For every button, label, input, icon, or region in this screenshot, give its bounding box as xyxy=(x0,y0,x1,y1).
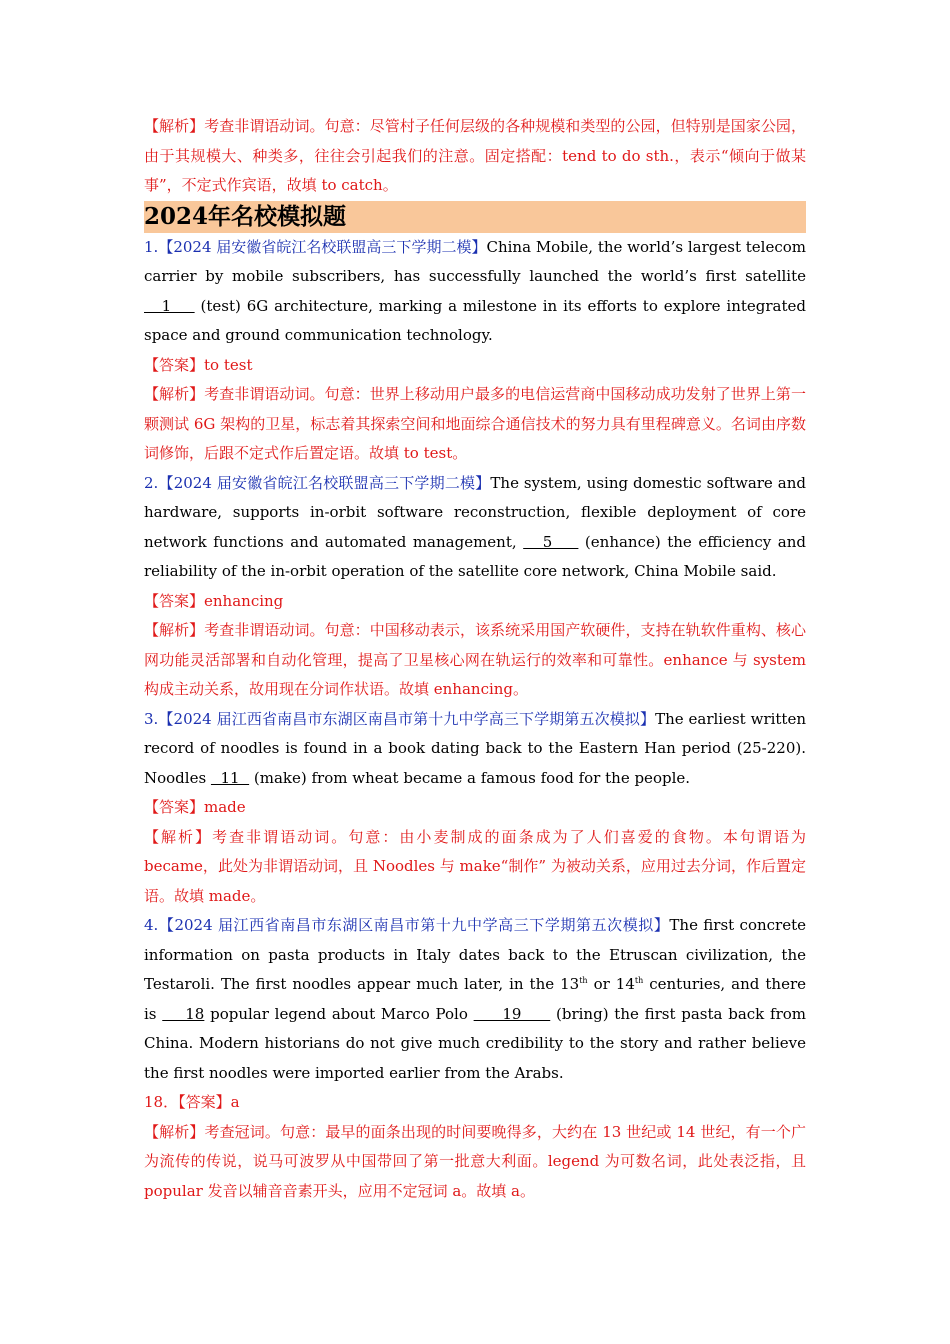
analysis-text: 考查非谓语动词。句意：尽管村子任何层级的各种规模和类型的公园，但特别是国家公园，由于其规模大、种类多，往往会引起我们的注意。固定搭配：tend to do sth.，表示“倾向于做某事”，不定式作宾语，故填 to catch。 xyxy=(144,117,806,194)
answer-blank: 18 xyxy=(162,1004,205,1023)
answer-tag: 【答案】 xyxy=(178,1093,231,1111)
question-text: The first concrete information on pasta products in Italy dates back to the Etruscan civilization, the Testaroli. The first noodles appear much later, in the 13 xyxy=(144,916,806,993)
question-number: 2. xyxy=(144,473,159,492)
answer-1 xyxy=(144,351,806,381)
question-source: 【2024 届江西省南昌市东湖区南昌市第十九中学高三下学期第五次模拟】 xyxy=(158,916,670,934)
question-source: 【2024 届安徽省皖江名校联盟高三下学期二模】 xyxy=(158,473,491,492)
question-number: 1. xyxy=(144,237,159,256)
answer-tag: 【答案】 xyxy=(144,591,205,610)
analysis-4 xyxy=(144,1118,806,1207)
question-text: The earliest written record of noodles is found in a book dating back to the Eastern Han period (25-220). Noodles xyxy=(144,709,806,787)
answer-value: to test xyxy=(204,355,253,374)
question-text: China Mobile, the world’s largest telecom carrier by mobile subscribers, has successfully launched the world’s first satellite xyxy=(144,237,806,285)
question-source: 【2024 届江西省南昌市东湖区南昌市第十九中学高三下学期第五次模拟】 xyxy=(158,709,656,728)
analysis-1 xyxy=(144,380,806,469)
analysis-text: 考查冠词。句意：最早的面条出现的时间要晚得多，大约在 13 世纪或 14 世纪，有一个广为流传的传说，说马可波罗从中国带回了第一批意大利面。legend 为可数名词，此处表泛指，且 popular 发音以辅音音素开头，应用不定冠词 a。故填 a。 xyxy=(144,1122,806,1200)
answer-2 xyxy=(144,587,806,617)
question-text: (make) from wheat became a famous food for the people. xyxy=(249,768,691,787)
answer-blank: 5 xyxy=(523,532,579,551)
analysis-tag: 【解析】 xyxy=(144,827,213,846)
answer-number: 18． xyxy=(144,1093,179,1111)
analysis-tag: 【解析】 xyxy=(144,1122,205,1141)
question-source: 【2024 届安徽省皖江名校联盟高三下学期二模】 xyxy=(158,237,487,256)
question-1 xyxy=(144,233,806,351)
question-text: The system, using domestic software and hardware, supports in-orbit software reconstruction, flexible deployment of core network functions and automated management, xyxy=(144,473,806,551)
question-text: (test) 6G architecture, marking a milestone in its efforts to explore integrated space and ground communication technology. xyxy=(144,296,806,344)
analysis-3 xyxy=(144,823,806,912)
question-text: (enhance) the efficiency and reliability of the in-orbit operation of the satellite core network, China Mobile said. xyxy=(144,532,807,580)
answer-3 xyxy=(144,793,806,823)
superscript: th xyxy=(634,976,644,985)
analysis-text: 考查非谓语动词。句意：由小麦制成的面条成为了人们喜爱的食物。本句谓语为 became，此处为非谓语动词，且 Noodles 与 make“制作” 为被动关系，应用过去分词，作后置定语。故填 made。 xyxy=(144,827,806,905)
answer-4 xyxy=(144,1088,806,1118)
superscript: th xyxy=(579,976,588,985)
analysis-tag: 【解析】 xyxy=(144,117,205,135)
analysis-2 xyxy=(144,616,806,705)
answer-tag: 【答案】 xyxy=(144,355,205,374)
analysis-text: 考查非谓语动词。句意：中国移动表示，该系统采用国产软硬件，支持在轨软件重构、核心网功能灵活部署和自动化管理，提高了卫星核心网在轨运行的效率和可靠性。enhance 与 system 构成主动关系，故用现在分词作状语。故填 enhancing。 xyxy=(144,621,806,698)
question-2 xyxy=(144,469,806,587)
analysis-tag: 【解析】 xyxy=(144,385,205,403)
answer-value: enhancing xyxy=(204,591,284,610)
answer-value: made xyxy=(204,798,246,816)
answer-blank: 1 xyxy=(144,296,195,315)
intro-analysis xyxy=(144,112,806,201)
document-content xyxy=(144,112,806,1206)
question-4 xyxy=(144,911,806,1088)
question-text: popular legend about Marco Polo xyxy=(204,1004,474,1023)
analysis-text: 考查非谓语动词。句意：世界上移动用户最多的电信运营商中国移动成功发射了世界上第一颗测试 6G 架构的卫星，标志着其探索空间和地面综合通信技术的努力具有里程碑意义。名词由序数词修饰，后跟不定式作后置定语。故填 to test。 xyxy=(144,385,806,462)
answer-blank: 11 xyxy=(210,768,250,787)
question-number: 4. xyxy=(144,916,159,934)
answer-blank: 19 xyxy=(473,1004,551,1023)
question-text: or 14 xyxy=(587,975,635,993)
question-number: 3. xyxy=(144,709,159,728)
answer-tag: 【答案】 xyxy=(144,798,205,816)
analysis-tag: 【解析】 xyxy=(144,621,205,639)
section-title: 2024年名校模拟题 xyxy=(144,201,806,233)
question-text: centuries, and there is xyxy=(144,975,806,1023)
question-text: (bring) the first pasta back from China. Modern historians do not give much credibility to the story and rather believe the first noodles were imported earlier from the Arabs. xyxy=(144,1004,806,1082)
answer-value: a xyxy=(230,1093,240,1111)
question-3 xyxy=(144,705,806,794)
